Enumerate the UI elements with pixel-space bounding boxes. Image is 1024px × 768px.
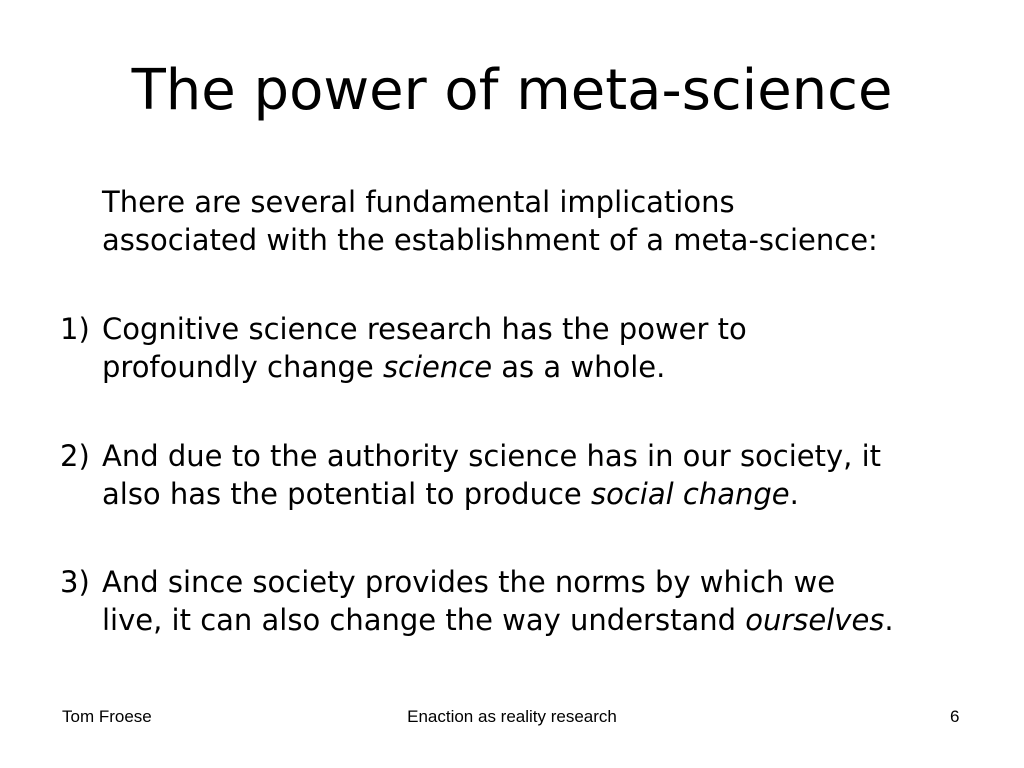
list-item-number: 3) [60, 565, 90, 599]
list-item-text: live, it can also change the way understand [102, 603, 746, 637]
emphasis-text: ourselves [745, 603, 885, 637]
slide-title: The power of meta-science [131, 58, 893, 123]
footer-page-number: 6 [950, 707, 960, 726]
footer-author: Tom Froese [62, 707, 152, 726]
emphasis-text: science [382, 350, 493, 384]
list-item-line-1: Cognitive science research has the power to [102, 312, 747, 346]
list-item-text: profoundly change [102, 350, 383, 384]
list-item-text: . [884, 603, 894, 637]
list-item-line-1: And since society provides the norms by which we [102, 565, 836, 599]
intro-line-1: There are several fundamental implications [102, 185, 735, 219]
list-item-line-2 [102, 475, 881, 513]
emphasis-text: social change [590, 477, 790, 511]
list-item-number: 2) [60, 439, 90, 473]
list-item-line-2 [102, 601, 894, 639]
intro-paragraph [102, 183, 878, 259]
list-item-text: as a whole. [492, 350, 666, 384]
list-item-text: also has the potential to produce [102, 477, 591, 511]
footer-presentation-title: Enaction as reality research [407, 707, 617, 726]
list-item-text: . [789, 477, 799, 511]
intro-line-2: associated with the establishment of a meta-science: [102, 223, 878, 257]
list-item-number: 1) [60, 312, 90, 346]
list-item-line-1: And due to the authority science has in our society, it [102, 439, 882, 473]
list-item-line-2 [102, 348, 747, 386]
